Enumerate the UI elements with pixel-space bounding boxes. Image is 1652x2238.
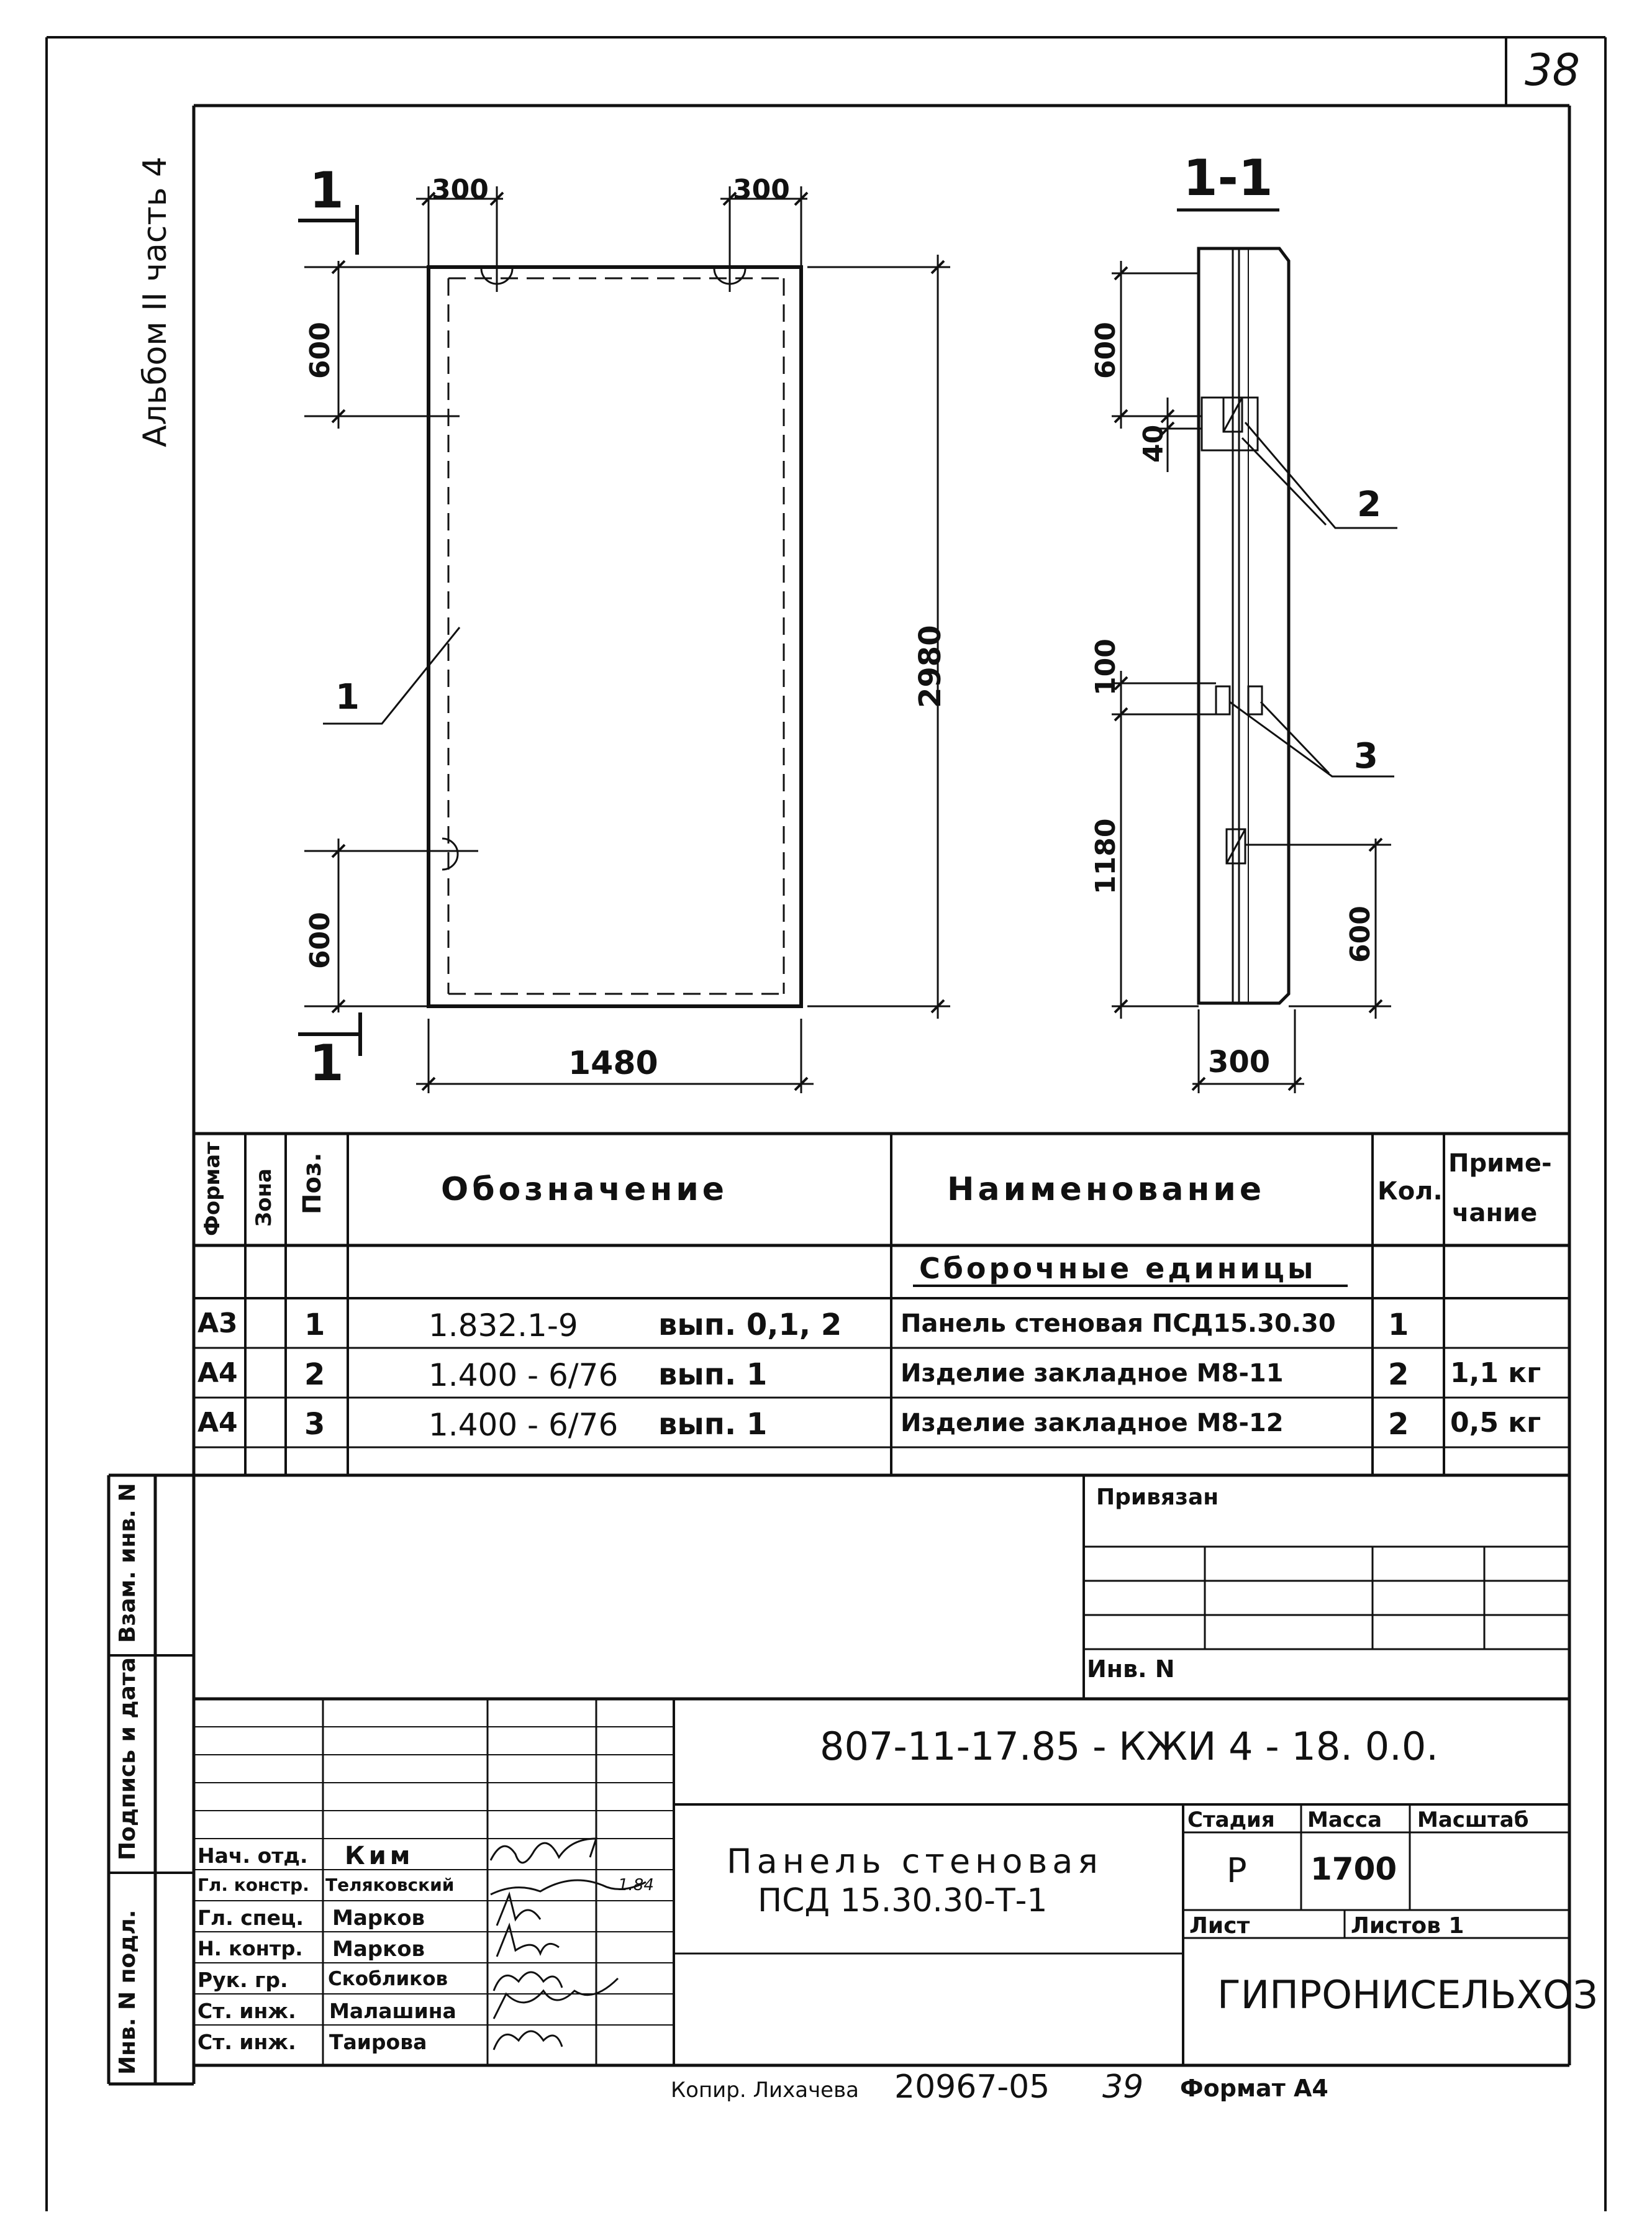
stage-label: Стадия	[1187, 1808, 1275, 1832]
row1-designation: 1.832.1-9	[429, 1308, 578, 1344]
header-format: Формат	[200, 1142, 225, 1236]
title-line-2: ПСД 15.30.30-Т-1	[758, 1882, 1048, 1919]
header-qty: Кол.	[1377, 1177, 1443, 1206]
header-pos: Поз.	[298, 1152, 327, 1214]
dim-top-right: 300	[733, 174, 790, 206]
row3-designation: 1.400 - 6/76	[429, 1407, 619, 1443]
dim-left-bottom: 600	[304, 912, 336, 969]
dim-600-right: 600	[1345, 906, 1376, 963]
row3-name: Изделие закладное М8-12	[901, 1409, 1284, 1437]
signer-name: Теляковский	[325, 1875, 455, 1895]
header-designation: Обозначение	[441, 1171, 728, 1208]
stage-value: Р	[1227, 1851, 1247, 1890]
row2-qty: 2	[1388, 1357, 1409, 1392]
signer-role: Ст. инж.	[197, 1999, 296, 2023]
row1-format: А3	[197, 1308, 238, 1339]
dim-width: 1480	[568, 1045, 658, 1082]
row3-issue: вып. 1	[658, 1407, 768, 1442]
signer-name: Ким	[345, 1842, 414, 1870]
binding-label: Привязан	[1096, 1485, 1219, 1510]
signer-name: Таирова	[329, 2030, 427, 2054]
signer-role: Гл. спец.	[197, 1906, 304, 1930]
row3-qty: 2	[1388, 1407, 1409, 1442]
row2-issue: вып. 1	[658, 1357, 768, 1392]
section-mark-top: 1	[309, 161, 344, 219]
callout-1: 1	[335, 677, 360, 717]
header-name: Наименование	[947, 1171, 1266, 1208]
sheets-label: Листов 1	[1351, 1913, 1464, 1939]
signer-name: Малашина	[329, 1999, 456, 2023]
section-mark-bottom: 1	[309, 1034, 344, 1092]
dim-height: 2980	[913, 625, 948, 708]
footer-page: 39	[1102, 2068, 1144, 2106]
dim-40: 40	[1138, 424, 1169, 463]
mass-value: 1700	[1310, 1851, 1397, 1887]
side-label-inv-podl: Инв. N подл.	[115, 1909, 140, 2075]
dim-300-bottom: 300	[1208, 1045, 1271, 1080]
signer-role: Ст. инж.	[197, 2030, 296, 2054]
sheet-label: Лист	[1189, 1913, 1250, 1939]
row3-pos: 3	[304, 1407, 325, 1442]
signer-role: Нач. отд.	[197, 1844, 308, 1868]
signer-name: Скобликов	[328, 1968, 448, 1990]
album-label: Альбом II часть 4	[137, 156, 174, 447]
organization: ГИПРОНИСЕЛЬХОЗ	[1217, 1972, 1598, 2017]
row1-issue: вып. 0,1, 2	[658, 1308, 842, 1342]
row1-qty: 1	[1388, 1308, 1409, 1342]
mass-label: Масса	[1307, 1808, 1382, 1832]
dim-100: 100	[1090, 639, 1122, 696]
row1-name: Панель стеновая ПСД15.30.30	[901, 1309, 1336, 1338]
row2-note: 1,1 кг	[1450, 1357, 1541, 1389]
sheet-number: 38	[1525, 45, 1581, 96]
callout-3: 3	[1354, 736, 1378, 776]
dim-left-top: 600	[304, 322, 336, 379]
side-label-vzam: Взам. инв. N	[115, 1483, 140, 1643]
footer-copier: Копир. Лихачева	[671, 2078, 859, 2103]
row2-format: А4	[197, 1357, 238, 1389]
row2-pos: 2	[304, 1357, 325, 1392]
row2-name: Изделие закладное М8-11	[901, 1359, 1284, 1388]
signer-name: Марков	[332, 1906, 425, 1931]
date-note: 1.84	[618, 1876, 654, 1895]
header-note-1: Приме-	[1448, 1149, 1552, 1178]
dim-600-top: 600	[1090, 322, 1122, 379]
binding-inv: Инв. N	[1087, 1655, 1175, 1683]
dim-top-left: 300	[432, 174, 489, 206]
header-note-2: чание	[1452, 1199, 1538, 1227]
section-title: 1-1	[1183, 149, 1273, 207]
row1-pos: 1	[304, 1308, 325, 1342]
group-heading: Сборочные единицы	[919, 1252, 1317, 1285]
row3-format: А4	[197, 1407, 238, 1439]
callout-2: 2	[1357, 484, 1381, 525]
footer-format: Формат А4	[1180, 2075, 1328, 2102]
row3-note: 0,5 кг	[1450, 1407, 1541, 1439]
signer-role: Н. контр.	[197, 1937, 303, 1960]
side-label-podpis: Подпись и дата	[115, 1657, 140, 1860]
signer-role: Рук. гр.	[197, 1968, 288, 1992]
signer-name: Марков	[332, 1937, 425, 1962]
dim-1180: 1180	[1090, 818, 1122, 894]
signer-role: Гл. констр.	[197, 1875, 309, 1895]
footer-order: 20967-05	[894, 2068, 1050, 2106]
title-line-1: Панель стеновая	[727, 1842, 1103, 1881]
row2-designation: 1.400 - 6/76	[429, 1357, 619, 1393]
header-zone: Зона	[252, 1168, 276, 1227]
doc-code: 807-11-17.85 - КЖИ 4 - 18. 0.0.	[820, 1724, 1438, 1769]
scale-label: Масштаб	[1417, 1808, 1529, 1832]
